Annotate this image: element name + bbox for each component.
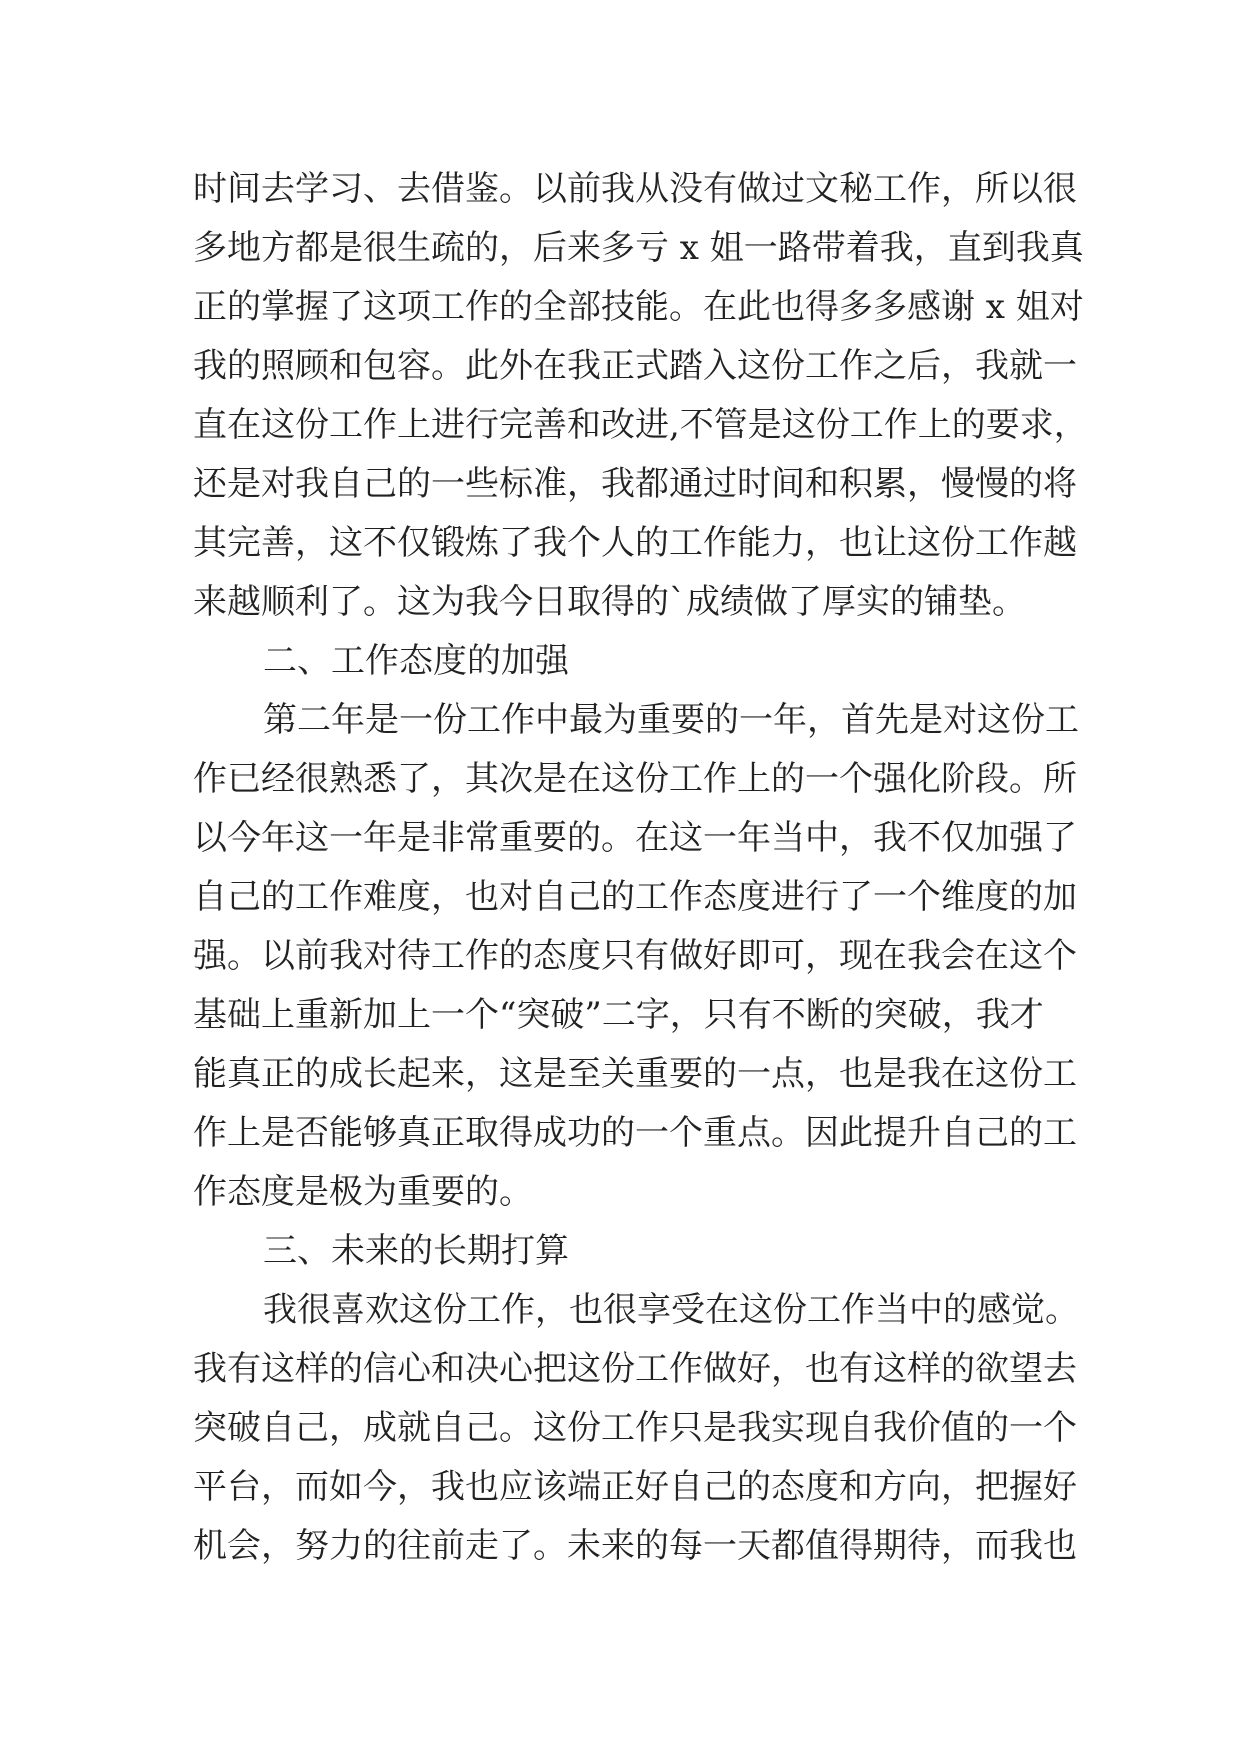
text-line: 机会，努力的往前走了。未来的每一天都值得期待，而我也	[193, 1526, 1077, 1566]
paragraph-start-line: 二、工作态度的加强	[263, 641, 569, 681]
text-line: 时间去学习、去借鉴。以前我从没有做过文秘工作，所以很	[193, 169, 1077, 209]
document-body	[193, 160, 1088, 1576]
text-line: 平台，而如今，我也应该端正好自己的态度和方向，把握好	[193, 1467, 1077, 1507]
text-line: 能真正的成长起来，这是至关重要的一点，也是我在这份工	[193, 1054, 1077, 1094]
paragraph-start-line: 第二年是一份工作中最为重要的一年，首先是对这份工	[263, 700, 1079, 740]
text-line: 以今年这一年是非常重要的。在这一年当中，我不仅加强了	[193, 818, 1077, 858]
text-line: 直在这份工作上进行完善和改进,不管是这份工作上的要求，	[193, 405, 1088, 445]
text-line: 突破自己，成就自己。这份工作只是我实现自我价值的一个	[193, 1408, 1077, 1448]
text-line: 正的掌握了这项工作的全部技能。在此也得多多感谢 x 姐对	[193, 287, 1084, 327]
text-line: 自己的工作难度，也对自己的工作态度进行了一个维度的加	[193, 877, 1077, 917]
text-line: 多地方都是很生疏的，后来多亏 x 姐一路带着我，直到我真	[193, 228, 1084, 268]
text-line: 我有这样的信心和决心把这份工作做好，也有这样的欲望去	[193, 1349, 1077, 1389]
text-line: 来越顺利了。这为我今日取得的`成绩做了厚实的铺垫。	[193, 582, 1026, 622]
paragraph-start-line: 三、未来的长期打算	[263, 1231, 569, 1271]
text-line: 强。以前我对待工作的态度只有做好即可，现在我会在这个	[193, 936, 1077, 976]
text-line: 作态度是极为重要的。	[193, 1172, 533, 1212]
text-line: 作已经很熟悉了，其次是在这份工作上的一个强化阶段。所	[193, 759, 1077, 799]
text-line: 作上是否能够真正取得成功的一个重点。因此提升自己的工	[193, 1113, 1077, 1153]
text-line: 其完善，这不仅锻炼了我个人的工作能力，也让这份工作越	[193, 523, 1077, 563]
paragraph-start-line: 我很喜欢这份工作，也很享受在这份工作当中的感觉。	[263, 1290, 1079, 1330]
text-line: 还是对我自己的一些标准，我都通过时间和积累，慢慢的将	[193, 464, 1077, 504]
text-line: 基础上重新加上一个“突破”二字，只有不断的突破，我才	[193, 995, 1044, 1035]
text-line: 我的照顾和包容。此外在我正式踏入这份工作之后，我就一	[193, 346, 1077, 386]
